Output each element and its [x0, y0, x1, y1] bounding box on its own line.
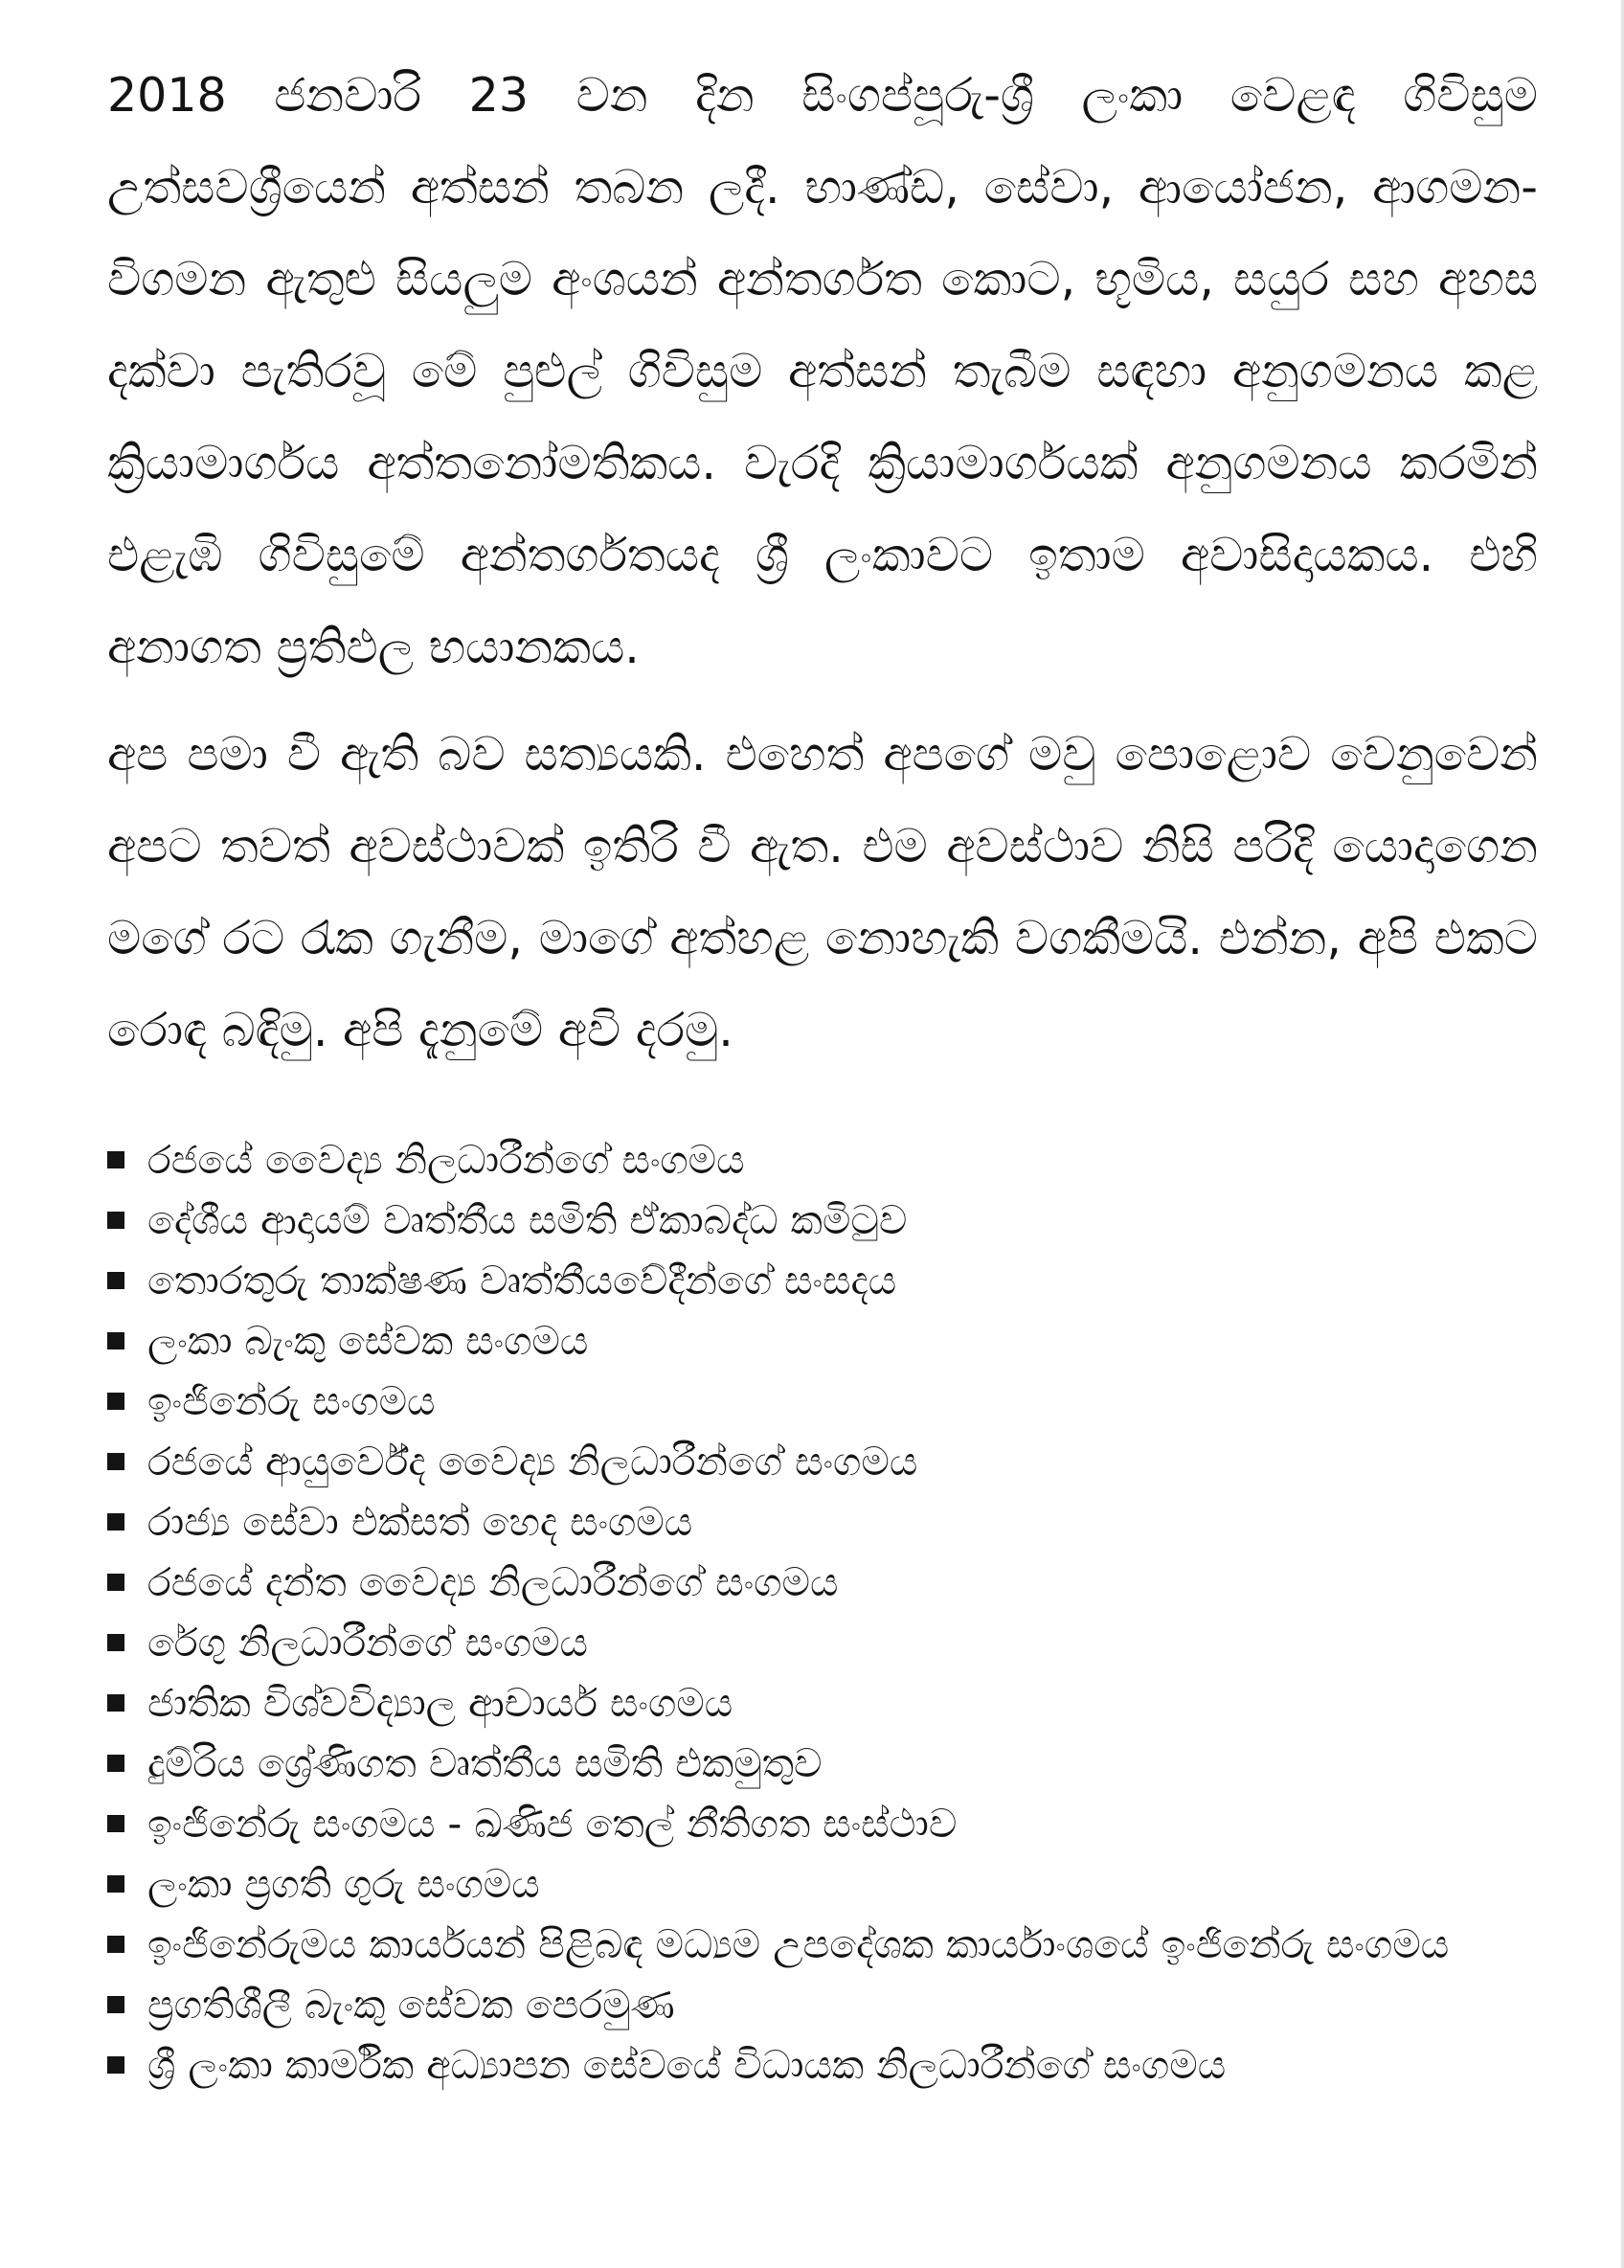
square-bullet-icon: [107, 1694, 124, 1712]
intro-paragraph: 2018 ජනවාරි 23 වන දින සිංගප්පූරු-ශ්‍රී ලංකා වෙළඳ ගිවිසුම උත්සවශ්‍රීයෙන් අත්සන් තබන ලදී. භාණ්ඩ, සේවා, ආයෝජන, ආගමන-විගමන ඇතුළු සියලුම අංශයන් අන්තර්ගත කොට, භූමිය, සයුර සහ අහස දක්වා පැතිරවූ මේ පුළුල් ගිවිසුම අත්සන් තැබීම සඳහා අනුගමනය කළ ක්‍රියාමාර්ගය අත්තනෝමතිකය. වැරදි ක්‍රියාමාර්ගයක් අනුගමනය කරමින් එළැඹි ගිවිසුමේ අන්තර්ගතයද ශ්‍රී ලංකාවට ඉතාම අවාසිදායකය. එහි අනාගත ප්‍රතිඵල භයානකය.: [107, 68, 1538, 674]
list-item-text: ප්‍රගතිශීලී බැංකු සේවක පෙරමුණ: [147, 1982, 675, 2028]
list-item: [107, 1191, 1538, 1251]
square-bullet-icon: [107, 1272, 124, 1289]
list-item-text: රාජ්‍ය සේවා එක්සත් හෙද සංගමය: [147, 1499, 693, 1545]
list-item: [107, 1432, 1538, 1492]
list-item-text: රජයේ වෛද්‍ය නිලධාරීන්ගේ සංගමය: [147, 1137, 745, 1183]
square-bullet-icon: [107, 1574, 124, 1591]
list-item-text: රේගු නිලධාරීන්ගේ සංගමය: [147, 1620, 588, 1666]
square-bullet-icon: [107, 1996, 124, 2013]
list-item-text: ඉංජිනේරු සංගමය - ඛණිජ තෙල් නීතිගත සංස්ථාව: [147, 1801, 958, 1847]
list-item: [107, 1975, 1538, 2035]
square-bullet-icon: [107, 1513, 124, 1531]
list-item: [107, 1251, 1538, 1311]
square-bullet-icon: [107, 1634, 124, 1651]
list-item: [107, 1854, 1538, 1915]
square-bullet-icon: [107, 1332, 124, 1349]
square-bullet-icon: [107, 2056, 124, 2074]
list-item-text: ලංකා බැංකු සේවක සංගමය: [147, 1318, 589, 1364]
list-item: [107, 1794, 1538, 1854]
list-item-text: තොරතුරු තාක්ෂණ වෘත්තීයවේදීන්ගේ සංසදය: [147, 1258, 897, 1304]
list-item: [107, 1372, 1538, 1432]
list-item-text: දුම්රිය ශ්‍රේණිගත වෘත්තීය සමිති එකමුතුව: [147, 1740, 823, 1786]
list-item: [107, 2035, 1538, 2096]
list-item: [107, 1613, 1538, 1673]
list-item-text: ඉංජිනේරු සංගමය: [147, 1378, 436, 1424]
square-bullet-icon: [107, 1815, 124, 1832]
square-bullet-icon: [107, 1151, 124, 1168]
list-item-text: දේශීය ආදායම් වෘත්තීය සමිති ඒකාබද්ධ කමිටුව: [147, 1197, 908, 1243]
list-item: [107, 1553, 1538, 1613]
list-item-text: රජයේ දන්ත වෛද්‍ය නිලධාරීන්ගේ සංගමය: [147, 1559, 839, 1605]
list-item: [107, 1734, 1538, 1794]
list-item-text: ඉංජිනේරුමය කාර්යයන් පිළිබඳ මධ්‍යම උපදේශක කාර්යාංශයේ ඉංජිනේරු සංගමය: [147, 1921, 1450, 1967]
document-page: [107, 50, 1538, 2096]
square-bullet-icon: [107, 1936, 124, 1953]
square-bullet-icon: [107, 1755, 124, 1772]
list-item: [107, 1130, 1538, 1191]
list-item: [107, 1311, 1538, 1372]
list-item: [107, 1673, 1538, 1734]
square-bullet-icon: [107, 1875, 124, 1893]
square-bullet-icon: [107, 1212, 124, 1229]
square-bullet-icon: [107, 1393, 124, 1410]
list-item-text: ජාතික විශ්වවිද්‍යාල ආචාර්ය සංගමය: [147, 1680, 733, 1726]
list-item: [107, 1915, 1538, 1975]
list-item-text: ලංකා ප්‍රගති ගුරු සංගමය: [147, 1861, 540, 1907]
list-item: [107, 1492, 1538, 1553]
list-item-text: ශ්‍රී ලංකා කාර්මික අධ්‍යාපන සේවයේ විධායක නිලධාරීන්ගේ සංගමය: [147, 2042, 1227, 2088]
signatory-unions-list: [107, 1130, 1538, 2096]
square-bullet-icon: [107, 1453, 124, 1470]
call-to-action-paragraph: අප පමා වී ඇති බව සත්‍යයකි. එහෙත් අපගේ මවු පොළොව වෙනුවෙන් අපට තවත් අවස්ථාවක් ඉතිරි වී ඇත. එම අවස්ථාව නිසි පරිදි යොදාගෙන මගේ රට රැක ගැනීම, මාගේ අත්හළ නොහැකි වගකීමයි. එන්න, අපි එකට රොඳ බඳිමු. අපි දැනුමේ අවි දරමු.: [107, 727, 1538, 1057]
list-item-text: රජයේ ආයුර්වේද වෛද්‍ය නිලධාරීන්ගේ සංගමය: [147, 1439, 918, 1485]
